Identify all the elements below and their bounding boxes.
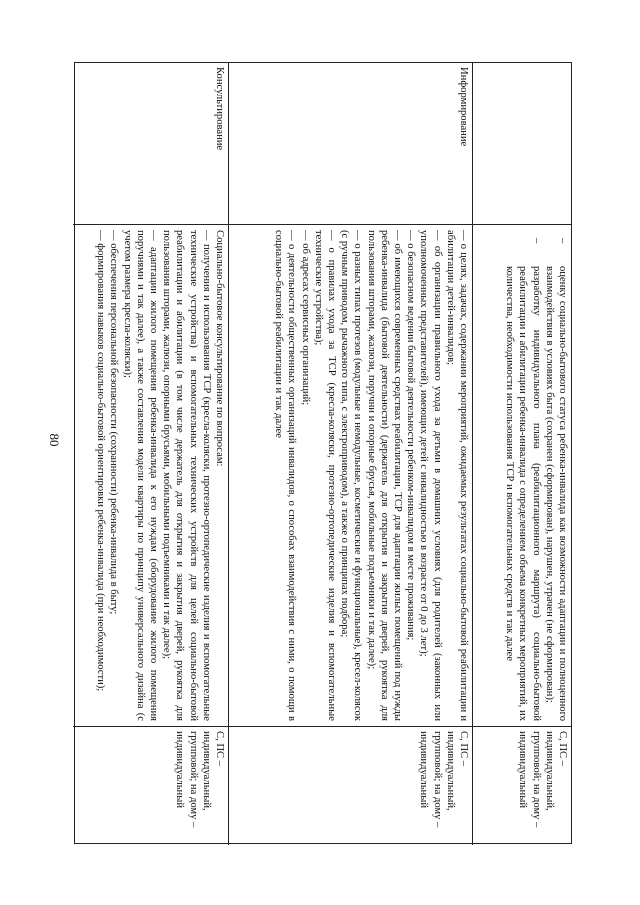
- list-item: [503, 230, 543, 721]
- table-row-continuation: [473, 63, 571, 845]
- type-cell: [229, 63, 472, 225]
- content-cell: [473, 225, 571, 727]
- table-row-informing: [229, 63, 473, 845]
- list-item: — о безопасном ведении бытовой деятельности ребенком-инвалидом в месте проживания;: [405, 230, 417, 641]
- page-number: 80: [47, 433, 62, 447]
- list-item-text: разработку индивидуального плана (реабилитационного маршрута) социально-бытовой реабилитации и абилитации ребенка-инвалида с определением объема конкретных мероприятий, их количества, необходимости использования ТСР и вспомогательных средств и так далее: [504, 266, 542, 721]
- list-item-text: оценку социально-бытового статуса ребенка-инвалида как возможности адаптации и полноценного взаимодействия в условиях быта (сохранен (сформирован), нарушен, утрачен (не сформирован);: [543, 266, 568, 721]
- list-item: — о разных типах протезов (модульные и немодульные, косметические и функциональные), кресел-колясок (с ручным приводом, рычажного типа, с электроприводом), а также о принципах подбора;: [339, 230, 364, 721]
- service-type-label: Консультирование: [214, 67, 225, 151]
- list-item: — обеспечения персональной безопасности (сохранности) ребенка-инвалида в быту;: [108, 230, 120, 615]
- service-type-label: Информирование: [458, 67, 469, 147]
- list-dash: –: [557, 238, 568, 244]
- list-dash: –: [530, 238, 542, 244]
- list-item: — формирования навыков социально-бытовой ориентировки ребенка-инвалида (при необходимости);: [95, 230, 107, 692]
- list-item: — о правилах ухода за ТСР (кресла-коляски, протезно-ортопедические изделия и вспомогательные технические устройства);: [312, 230, 337, 721]
- content-cell: [229, 225, 472, 727]
- service-form-text: С, ПС – индивидуальный, групповой; на дому – индивидуальный: [517, 731, 568, 828]
- list-item: — получения и использования ТСР (кресла-коляски, протезно-ортопедические изделия и вспомогательные технические устройства) и вспомогательных технических устройств для целей социально-бытовой реабилитации и абилитации (в том числе держатель для открытия и закрытия дверей, рукоятка для пользования шторами, жалюзи, опорными брусьями, мобильными подъемниками и так далее);: [161, 230, 212, 721]
- type-cell-empty: [473, 63, 571, 225]
- type-cell: [73, 63, 228, 225]
- section-intro: Социально-бытовое консультирование по вопросам:: [214, 230, 225, 467]
- list-item: — адаптации жилого помещения ребенка-инвалида к его нуждам (оборудование жилого помещения поручнями и так далее), а также составления модели квартиры по принципу универсального дизайна (с учетом размера кресла-коляски);: [121, 230, 159, 721]
- form-cell: [229, 727, 472, 845]
- form-cell: [473, 727, 571, 845]
- list-item: — об имеющихся современных средствах реабилитации, ТСР для адаптации жилых помещений под нужды ребенка-инвалида (бытовой деятельности) (держатель для открытия и закрытия дверей, рукоятка для пользования шторами, жалюзи, поручни и опорные брусья, мобильные подъемники и так далее);: [365, 230, 403, 721]
- service-form-text: С, ПС – индивидуальный, групповой; на дому – индивидуальный: [174, 731, 225, 828]
- content-cell: [73, 225, 228, 727]
- service-form-text: С, ПС – индивидуальный, групповой; на дому – индивидуальный: [418, 731, 469, 828]
- list-item: [543, 230, 569, 721]
- form-cell: [73, 727, 228, 845]
- services-table: [74, 62, 572, 844]
- list-item: — об адресах сервисных организаций;: [299, 230, 311, 406]
- list-item: — о деятельности общественных организаций инвалидов, о способах взаимодействия с ними, о помощи в социально-бытовой реабилитации и так далее: [273, 230, 298, 721]
- list-item: — об организации правильного ухода за детьми в домашних условиях (для родителей (законных или уполномоченных представителей), имеющих детей с инвалидностью в возрасте от 0 до 3 лет);: [418, 230, 443, 721]
- list-item: — о целях, задачах, содержании мероприятий, ожидаемых результатах социально-бытовой реабилитации и абилитации детей-инвалидов;: [444, 230, 469, 721]
- table-row-consulting: [73, 63, 229, 845]
